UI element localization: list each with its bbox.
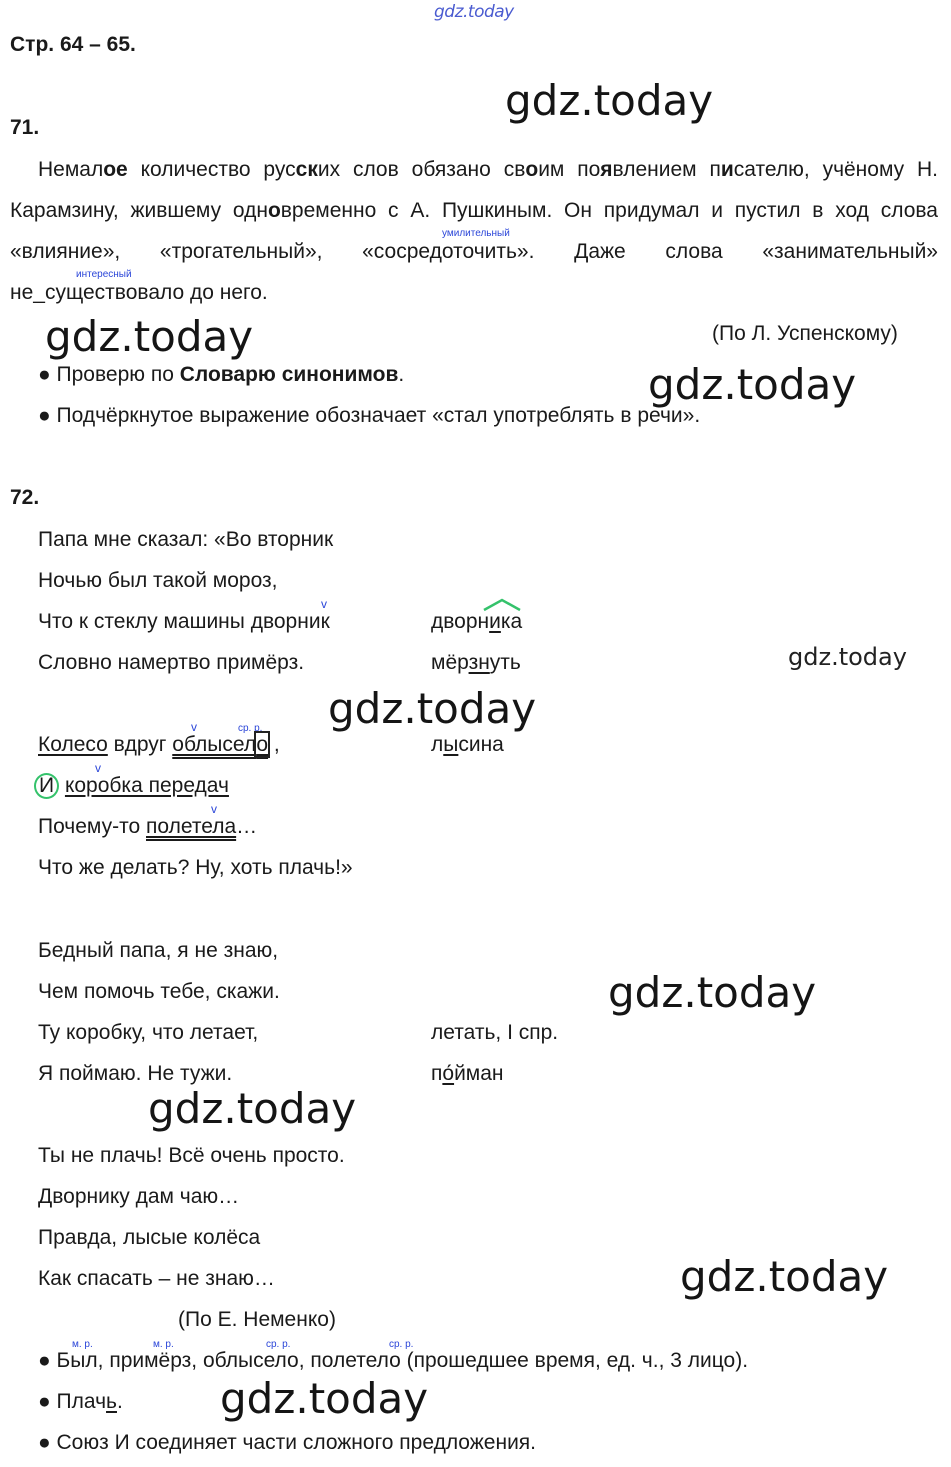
source-uspensky: (По Л. Успенскому)	[712, 322, 898, 345]
side-poyman: по́йман	[431, 1062, 504, 1085]
tick-mark: v	[211, 802, 217, 816]
poem-line-9: Бедный папа, я не знаю,	[38, 939, 279, 962]
side-lysina: лысина	[431, 733, 504, 756]
poem-line-2: Ночью был такой мороз,	[38, 569, 278, 592]
tick-mark: v	[321, 597, 327, 611]
poem-line-14: Дворнику дам чаю…	[38, 1185, 240, 1208]
note-interesting: интересный	[76, 269, 132, 280]
underlined-expression: придумал и пустил в ход	[603, 199, 869, 222]
ex72-bullet-3: ● Союз И соединяет части сложного предложения.	[38, 1431, 537, 1454]
watermark-2: gdz.today	[45, 312, 254, 361]
poem-line-12: Я поймаю. Не тужи.	[38, 1062, 233, 1085]
ex72-bullet-2: ● Плачь.	[38, 1390, 123, 1413]
side-letat: летать, I спр.	[431, 1021, 559, 1044]
exercise-72-number: 72.	[10, 486, 40, 509]
exercise-71-text: Немалое количество русских слов обязано своим появлением писателю, учёному Н. Карамзину, жившему одновременно с А. Пушкиным. Он придумал и пустил в ход слова «влияние», «трогательный», «сосредоточить». Даже слова «занимательный» не_существовало до него.	[10, 158, 938, 304]
source-nemenko: (По Е. Неменко)	[178, 1308, 336, 1331]
poem-line-10: Чем помочь тебе, скажи.	[38, 980, 280, 1003]
poem-line-7: Почему-то полетела…	[38, 815, 258, 838]
poem-line-13: Ты не плачь! Всё очень просто.	[38, 1144, 345, 1167]
gender-mark-masc: м. р.	[72, 1339, 93, 1350]
watermark-3: gdz.today	[648, 360, 857, 409]
ex72-bullet-1: ● Был, примёрз, облысело, полетело (прошедшее время, ед. ч., 3 лицо).	[38, 1349, 749, 1372]
watermark-7: gdz.today	[148, 1084, 357, 1133]
watermark-6: gdz.today	[608, 968, 817, 1017]
conjunction-circled: И	[34, 773, 59, 799]
gender-mark-neuter: ср. р.	[266, 1339, 291, 1350]
tick-mark: v	[191, 720, 197, 734]
gender-mark-masc: м. р.	[153, 1339, 174, 1350]
poem-line-5: Колесо вдруг облысело ,	[38, 733, 280, 756]
watermark-1: gdz.today	[505, 76, 714, 125]
ex71-bullet-1: ● Проверю по Словарю синонимов.	[38, 363, 405, 386]
watermark-4: gdz.today	[788, 643, 907, 671]
note-touching: умилительный	[442, 228, 510, 239]
poem-line-8: Что же делать? Ну, хоть плачь!»	[38, 856, 353, 879]
poem-line-3: Что к стеклу машины дворник	[38, 610, 330, 633]
exercise-71-number: 71.	[10, 116, 40, 139]
ex71-bullet-2: ● Подчёркнутое выражение обозначает «стал употреблять в речи».	[38, 404, 701, 427]
side-dvornika: дворника	[431, 610, 523, 633]
poem-line-6: И коробка передач	[34, 773, 229, 799]
gender-mark-neuter: ср. р.	[389, 1339, 414, 1350]
watermark-5: gdz.today	[328, 684, 537, 733]
tick-mark: v	[95, 761, 101, 775]
poem-line-16: Как спасать – не знаю…	[38, 1267, 275, 1290]
poem-line-11: Ту коробку, что летает,	[38, 1021, 259, 1044]
page-reference: Стр. 64 – 65.	[10, 33, 136, 56]
side-merznut: мёрзнуть	[431, 651, 521, 674]
watermark-9: gdz.today	[220, 1374, 429, 1423]
poem-line-1: Папа мне сказал: «Во вторник	[38, 528, 334, 551]
poem-line-15: Правда, лысые колёса	[38, 1226, 261, 1249]
gender-mark-neuter: ср. р.	[238, 723, 263, 734]
watermark-top: gdz.today	[434, 2, 514, 22]
poem-line-4: Словно намертво примёрз.	[38, 651, 305, 674]
watermark-8: gdz.today	[680, 1252, 889, 1301]
